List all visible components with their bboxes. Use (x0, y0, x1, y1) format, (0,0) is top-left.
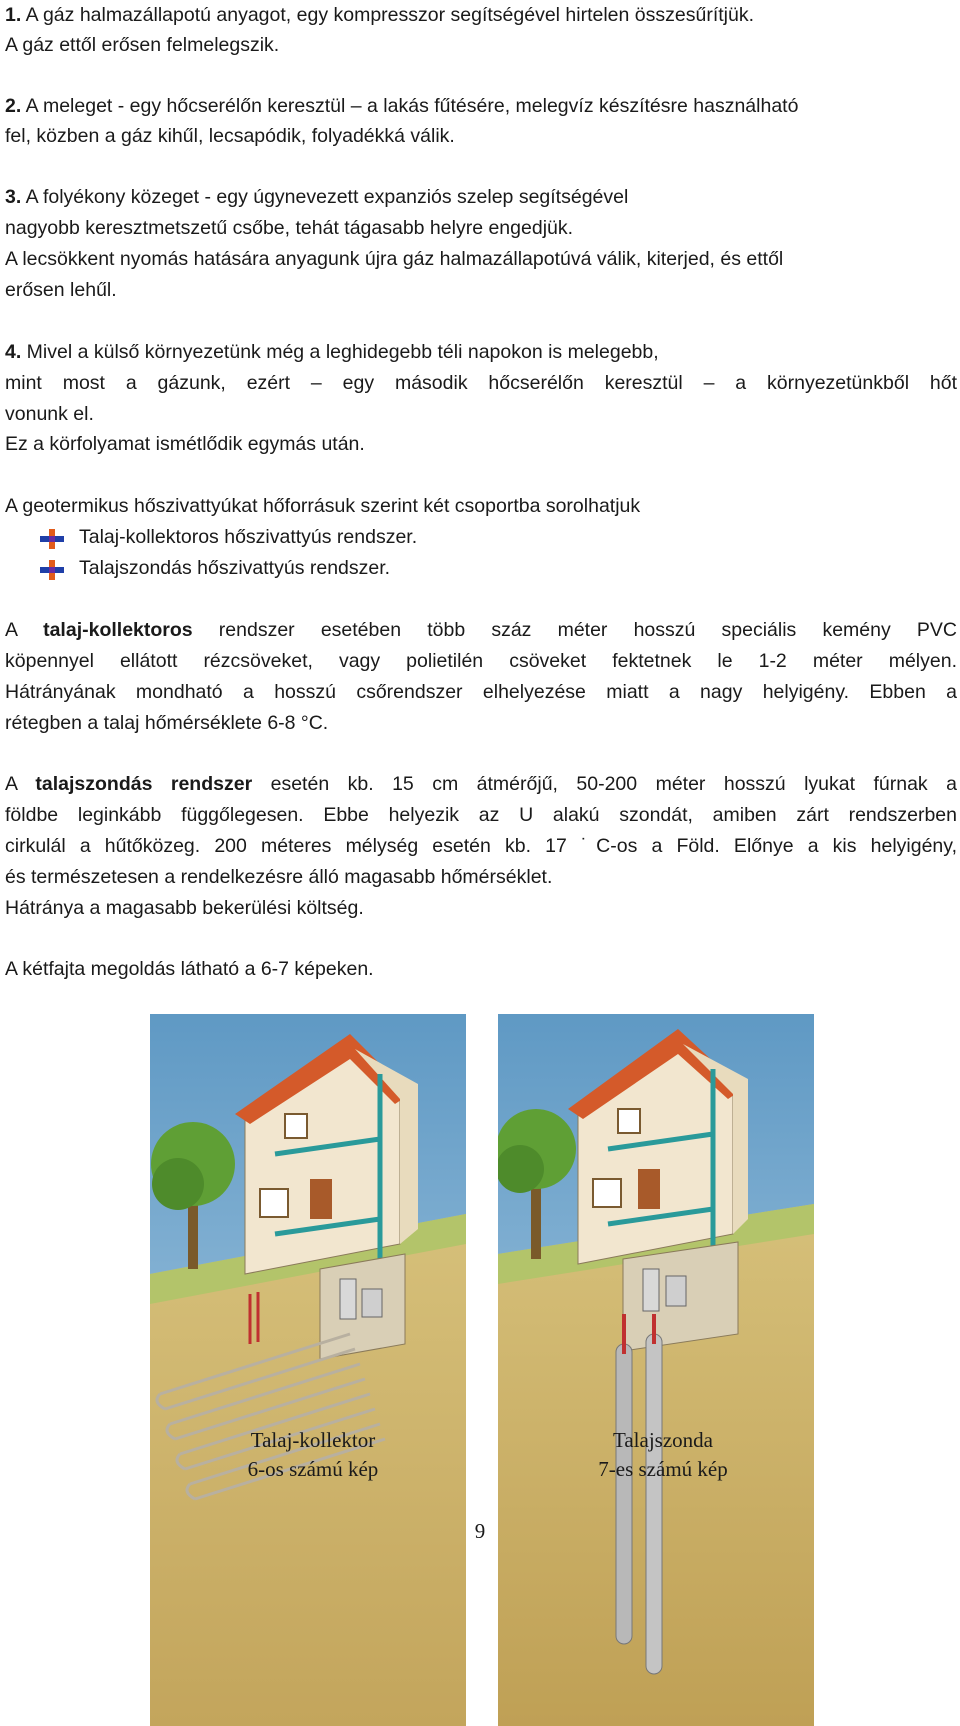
paragraph-3-line-3: A lecsökkent nyomás hatására anyagunk újra gáz halmazállapotúvá válik, kiterjed, és ettől (5, 248, 784, 270)
paragraph-7-line-2: földbe leginkább függőlegesen. Ebbe helyezik az U alakú szondát, amiben zárt rendszerben (5, 804, 957, 826)
figure-7-number: 7-es számú kép (598, 1457, 728, 1481)
figure-6-title: Talaj-kollektor (250, 1428, 376, 1452)
bullet-icon (40, 529, 64, 549)
bullet-icon (40, 560, 64, 580)
step-number-3: 3. (5, 186, 22, 208)
figure-6-caption (190, 1426, 436, 1484)
paragraph-3-line-1: 3. A folyékony közeget - egy úgynevezett expanziós szelep segítségével (5, 186, 629, 208)
figure-7-title: Talajszonda (613, 1428, 713, 1452)
figure-7-caption (540, 1426, 786, 1484)
paragraph-7-line-5: Hátránya a magasabb bekerülési költség. (5, 897, 364, 919)
step-number-4: 4. (5, 341, 22, 363)
paragraph-6-line-3: Hátrányának mondható a hosszú csőrendszer elhelyezése miatt a nagy helyigény. Ebben a (5, 681, 957, 703)
paragraph-4-line-2: mint most a gázunk, ezért – egy második hőcserélőn keresztül – a környezetünkből hőt (5, 372, 957, 394)
term-talajszondas: talajszondás rendszer (35, 773, 253, 795)
bullet-item-1: Talaj-kollektoros hőszivattyús rendszer. (79, 526, 418, 548)
paragraph-1-line-2: A gáz ettől erősen felmelegszik. (5, 34, 280, 56)
paragraph-7-line-4: és természetesen a rendelkezésre álló magasabb hőmérséklet. (5, 866, 553, 888)
paragraph-2-line-1: 2. A meleget - egy hőcserélőn keresztül – a lakás fűtésére, melegvíz készítésre használható (5, 95, 799, 117)
paragraph-6-line-2: köpennyel ellátott rézcsöveket, vagy polietilén csöveket fektetnek le 1-2 méter mélyen. (5, 650, 957, 672)
paragraph-8: A kétfajta megoldás látható a 6-7 képeken. (5, 958, 374, 980)
bullet-item-2: Talajszondás hőszivattyús rendszer. (79, 557, 391, 579)
step-number-2: 2. (5, 95, 22, 117)
term-talaj-kollektoros: talaj-kollektoros (43, 619, 193, 641)
paragraph-4-line-1: 4. Mivel a külső környezetünk még a leghidegebb téli napokon is melegebb, (5, 341, 659, 363)
paragraph-4-line-4: Ez a körfolyamat ismétlődik egymás után. (5, 433, 365, 455)
ground-probe-illustration (498, 1014, 814, 1726)
paragraph-3-line-4: erősen lehűl. (5, 279, 117, 301)
paragraph-2-line-2: fel, közben a gáz kihűl, lecsapódik, folyadékká válik. (5, 125, 455, 147)
paragraph-5: A geotermikus hőszivattyúkat hőforrásuk szerint két csoportba sorolhatjuk (5, 495, 641, 517)
step-number-1: 1. (5, 4, 22, 26)
page-number: 9 (474, 1519, 486, 1543)
paragraph-1-line-1: 1. A gáz halmazállapotú anyagot, egy kompresszor segítségével hirtelen összesűrítjük. (5, 4, 755, 26)
ground-collector-illustration (150, 1014, 466, 1726)
paragraph-7-line-3: cirkulál a hűtőközeg. 200 méteres mélység esetén kb. 17 ˙C-os a Föld. Előnye a kis helyigény, (5, 835, 957, 857)
paragraph-6-line-1: A talaj-kollektoros rendszer esetében több száz méter hosszú speciális kemény PVC (5, 619, 957, 641)
paragraph-4-line-3: vonunk el. (5, 403, 94, 425)
paragraph-3-line-2: nagyobb keresztmetszetű csőbe, tehát tágasabb helyre engedjük. (5, 217, 574, 239)
paragraph-6-line-4: rétegben a talaj hőmérséklete 6-8 °C. (5, 712, 329, 734)
figure-6-number: 6-os számú kép (247, 1457, 379, 1481)
paragraph-7-line-1: A talajszondás rendszer esetén kb. 15 cm átmérőjű, 50-200 méter hosszú lyukat fúrnak a (5, 773, 957, 795)
